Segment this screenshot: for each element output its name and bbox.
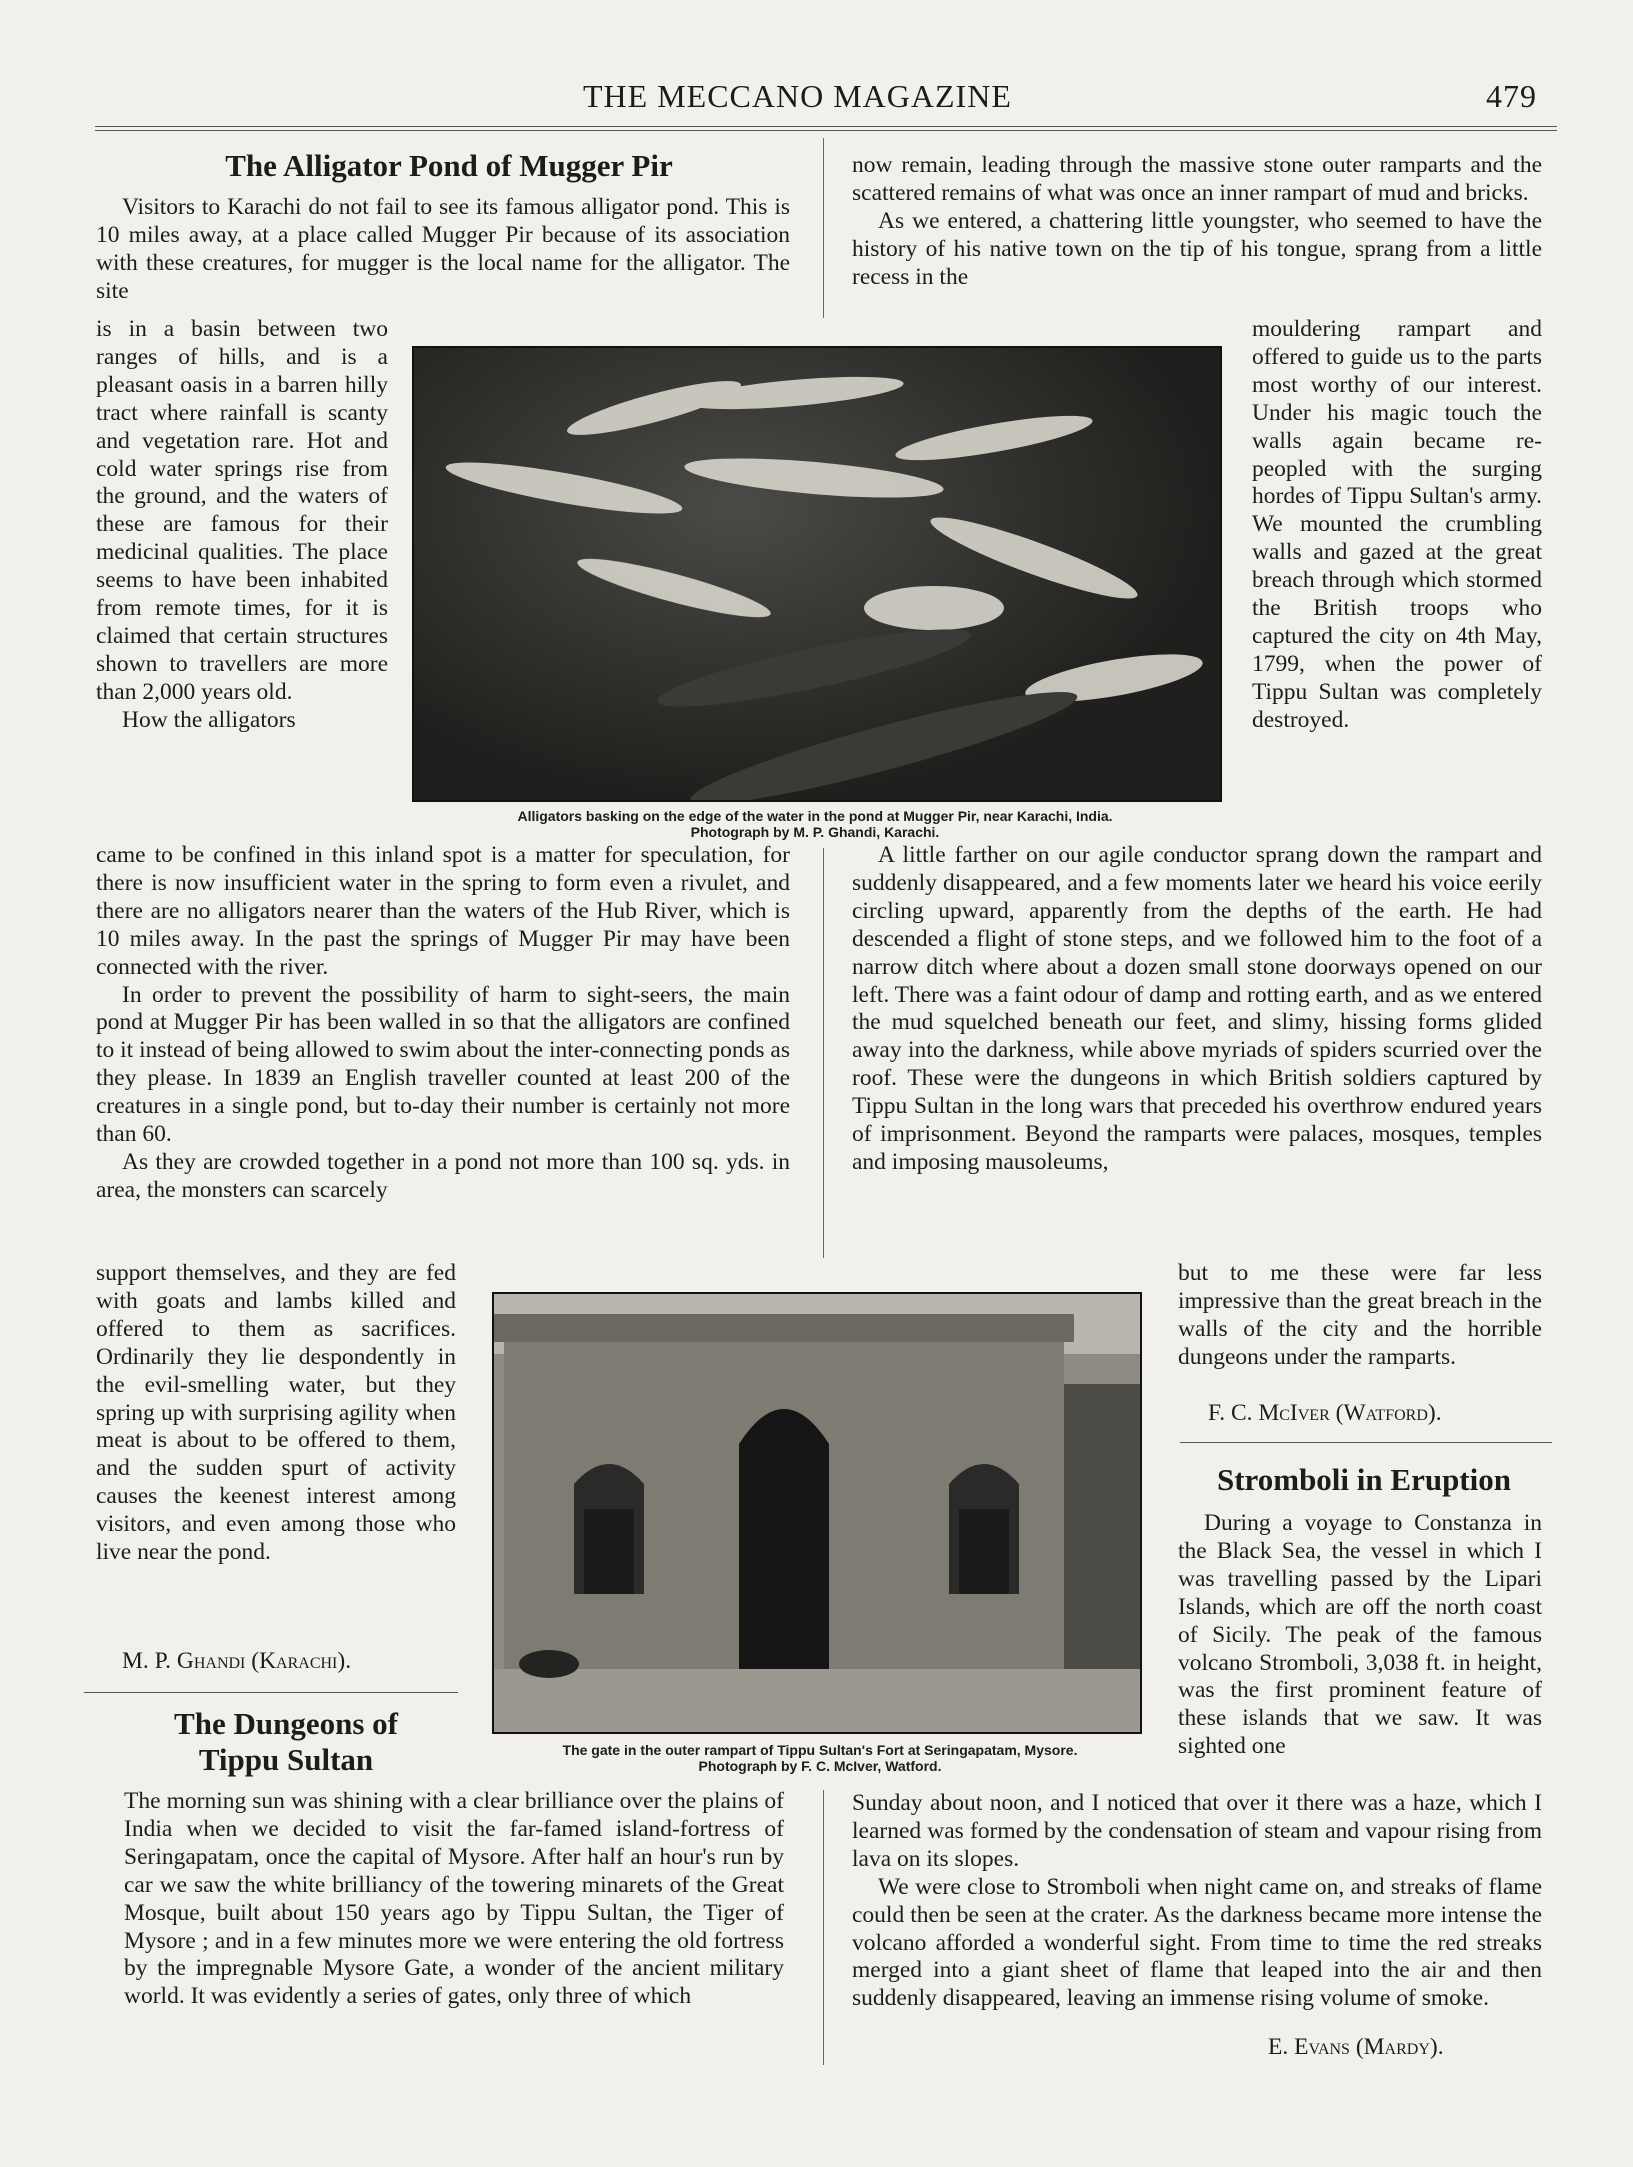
- alligator-signature: M. P. Ghandi (Karachi).: [122, 1648, 352, 1674]
- dungeons-narrow-text-2: but to me these were far less impressive than the great breach in the walls of the city and the horrible dungeons under the ramparts.: [1178, 1260, 1542, 1370]
- stromboli-body-text: Sunday about noon, and I noticed that over it there was a haze, which I learned was formed by the condensation of steam and vapour rising from lava on its slopes. We were close to Stromboli when night came on, and streaks of flame could then be seen at the crater. As the darkness became more intense the volcano afforded a wonderful sight. From time to time the red streaks merged into a giant sheet of flame that leaped into the air and then suddenly disappeared, leaving an immense rising volume of smoke.: [852, 1790, 1542, 2012]
- dungeons-body-text: A little farther on our agile conductor sprang down the rampart and suddenly disappeared, and a few moments later we heard his voice eerily circling upward, apparently from the depths of the earth. He had descended a flight of stone steps, and we followed him to the foot of a narrow ditch where about a dozen small stone doorways opened on our left. There was a faint odour of damp and rotting earth, and as we entered the mud squelched beneath our feet, and slimy, hissing forms glided away into the darkness, while above myriads of spiders scurried over the roof. These were the dungeons in which British soldiers captured by Tippu Sultan in the long wars that preceded his overthrow endured years of imprisonment. Beyond the ramparts were palaces, mosques, temples and imposing mausoleums,: [852, 842, 1542, 1175]
- alligator-photo-caption: Alligators basking on the edge of the water in the pond at Mugger Pir, near Karachi, India. Photograph by M. P. Ghandi, Karachi.: [517, 808, 1113, 840]
- column-divider: [823, 1790, 824, 2065]
- gate-photo: [492, 1292, 1142, 1734]
- alligator-article-title: The Alligator Pond of Mugger Pir: [225, 148, 673, 183]
- stromboli-article-title: Stromboli in Eruption: [1216, 1462, 1511, 1497]
- header-rule-2: [95, 130, 1557, 131]
- alligator-narrow-text: is in a basin between two ranges of hills, and is a pleasant oasis in a barren hilly tract where rainfall is scanty and vegetation rare. Hot and cold water springs rise from the ground, and the waters of these are famous for their medicinal qualities. The place seems to have been inhabited from remote times, for it is claimed that certain structures shown to travellers are more than 2,000 years old. How the alligators: [96, 316, 388, 733]
- dungeons-article-title: The Dungeons of Tippu Sultan: [174, 1706, 398, 1777]
- dungeons-signature: F. C. McIver (Watford).: [1208, 1400, 1442, 1426]
- dungeons-narrow-text: mouldering rampart and offered to guide us to the parts most worthy of our interest. Under his magic touch the walls again became re-peopled with the surging hordes of Tippu Sultan's army. We mounted the crumbling walls and gazed at the great breach through which stormed the British troops who captured the city on 4th May, 1799, when the power of Tippu Sultan was completely destroyed.: [1252, 316, 1542, 733]
- header-rule: [95, 126, 1557, 127]
- page-number: 479: [1486, 78, 1537, 114]
- dungeons-text-col2-top: now remain, leading through the massive stone outer ramparts and the scattered remains of what was once an inner rampart of mud and bricks. As we entered, a chattering little youngster, who seemed to have the history of his native town on the tip of his tongue, sprang from a little recess in the: [852, 152, 1542, 290]
- gate-photo-caption: The gate in the outer rampart of Tippu Sultan's Fort at Seringapatam, Mysore. Photograph by F. C. McIver, Watford.: [562, 1742, 1078, 1774]
- dungeons-text-col1: The morning sun was shining with a clear brilliance over the plains of India when we decided to visit the far-famed island-fortress of Seringapatam, once the capital of Mysore. After half an hour's run by car we saw the white brilliancy of the towering minarets of the Great Mosque, built about 150 years ago by Tippu Sultan, the Tiger of Mysore ; and in a few minutes more we were entering the old fortress by the impregnable Mysore Gate, a wonder of the ancient military world. It was evidently a series of gates, only three of which: [124, 1788, 784, 2010]
- alligator-photo: [412, 346, 1222, 802]
- article-divider: [84, 1692, 458, 1693]
- alligators-illustration: [414, 348, 1220, 800]
- alligator-body-text: came to be confined in this inland spot is a matter for speculation, for there is now insufficient water in the spring to form even a rivulet, and there are no alligators nearer than the waters of the Hub River, which is 10 miles away. In the past the springs of Mugger Pir may have been connected with the river. In order to prevent the possibility of harm to sight-seers, the main pond at Mugger Pir has been walled in so that the alligators are confined to it instead of being allowed to swim about the inter-connecting ponds as they please. In 1839 an English traveller counted at least 200 of the creatures in a single pond, but to-day their number is certainly not more than 60. As they are crowded together in a pond not more than 100 sq. yds. in area, the monsters can scarcely: [96, 842, 790, 1203]
- stromboli-signature: E. Evans (Mardy).: [1268, 2034, 1444, 2060]
- column-divider: [823, 138, 824, 318]
- stromboli-narrow-text: During a voyage to Constanza in the Black Sea, the vessel in which I was travelling passed by the Lipari Islands, which are off the north coast of Sicily. The peak of the famous volcano Stromboli, 3,038 ft. in height, was the first prominent feature of these islands that we saw. It was sighted one: [1178, 1510, 1542, 1760]
- alligator-intro-text: Visitors to Karachi do not fail to see its famous alligator pond. This is 10 miles away, at a place called Mugger Pir because of its association with these creatures, for mugger is the local name for the alligator. The site: [96, 194, 790, 304]
- alligator-narrow-text-2: support themselves, and they are fed with goats and lambs killed and offered to them as sacrifices. Ordinarily they lie despondently in the evil-smelling water, but they spring up with surprising agility when meat is about to be offered to them, and the sudden spurt of activity causes the keenest interest among visitors, and even among those who live near the pond.: [96, 1260, 456, 1566]
- column-divider: [823, 848, 824, 1258]
- magazine-title: THE MECCANO MAGAZINE: [583, 78, 1012, 114]
- gate-illustration: [494, 1294, 1140, 1732]
- article-divider: [1180, 1442, 1552, 1443]
